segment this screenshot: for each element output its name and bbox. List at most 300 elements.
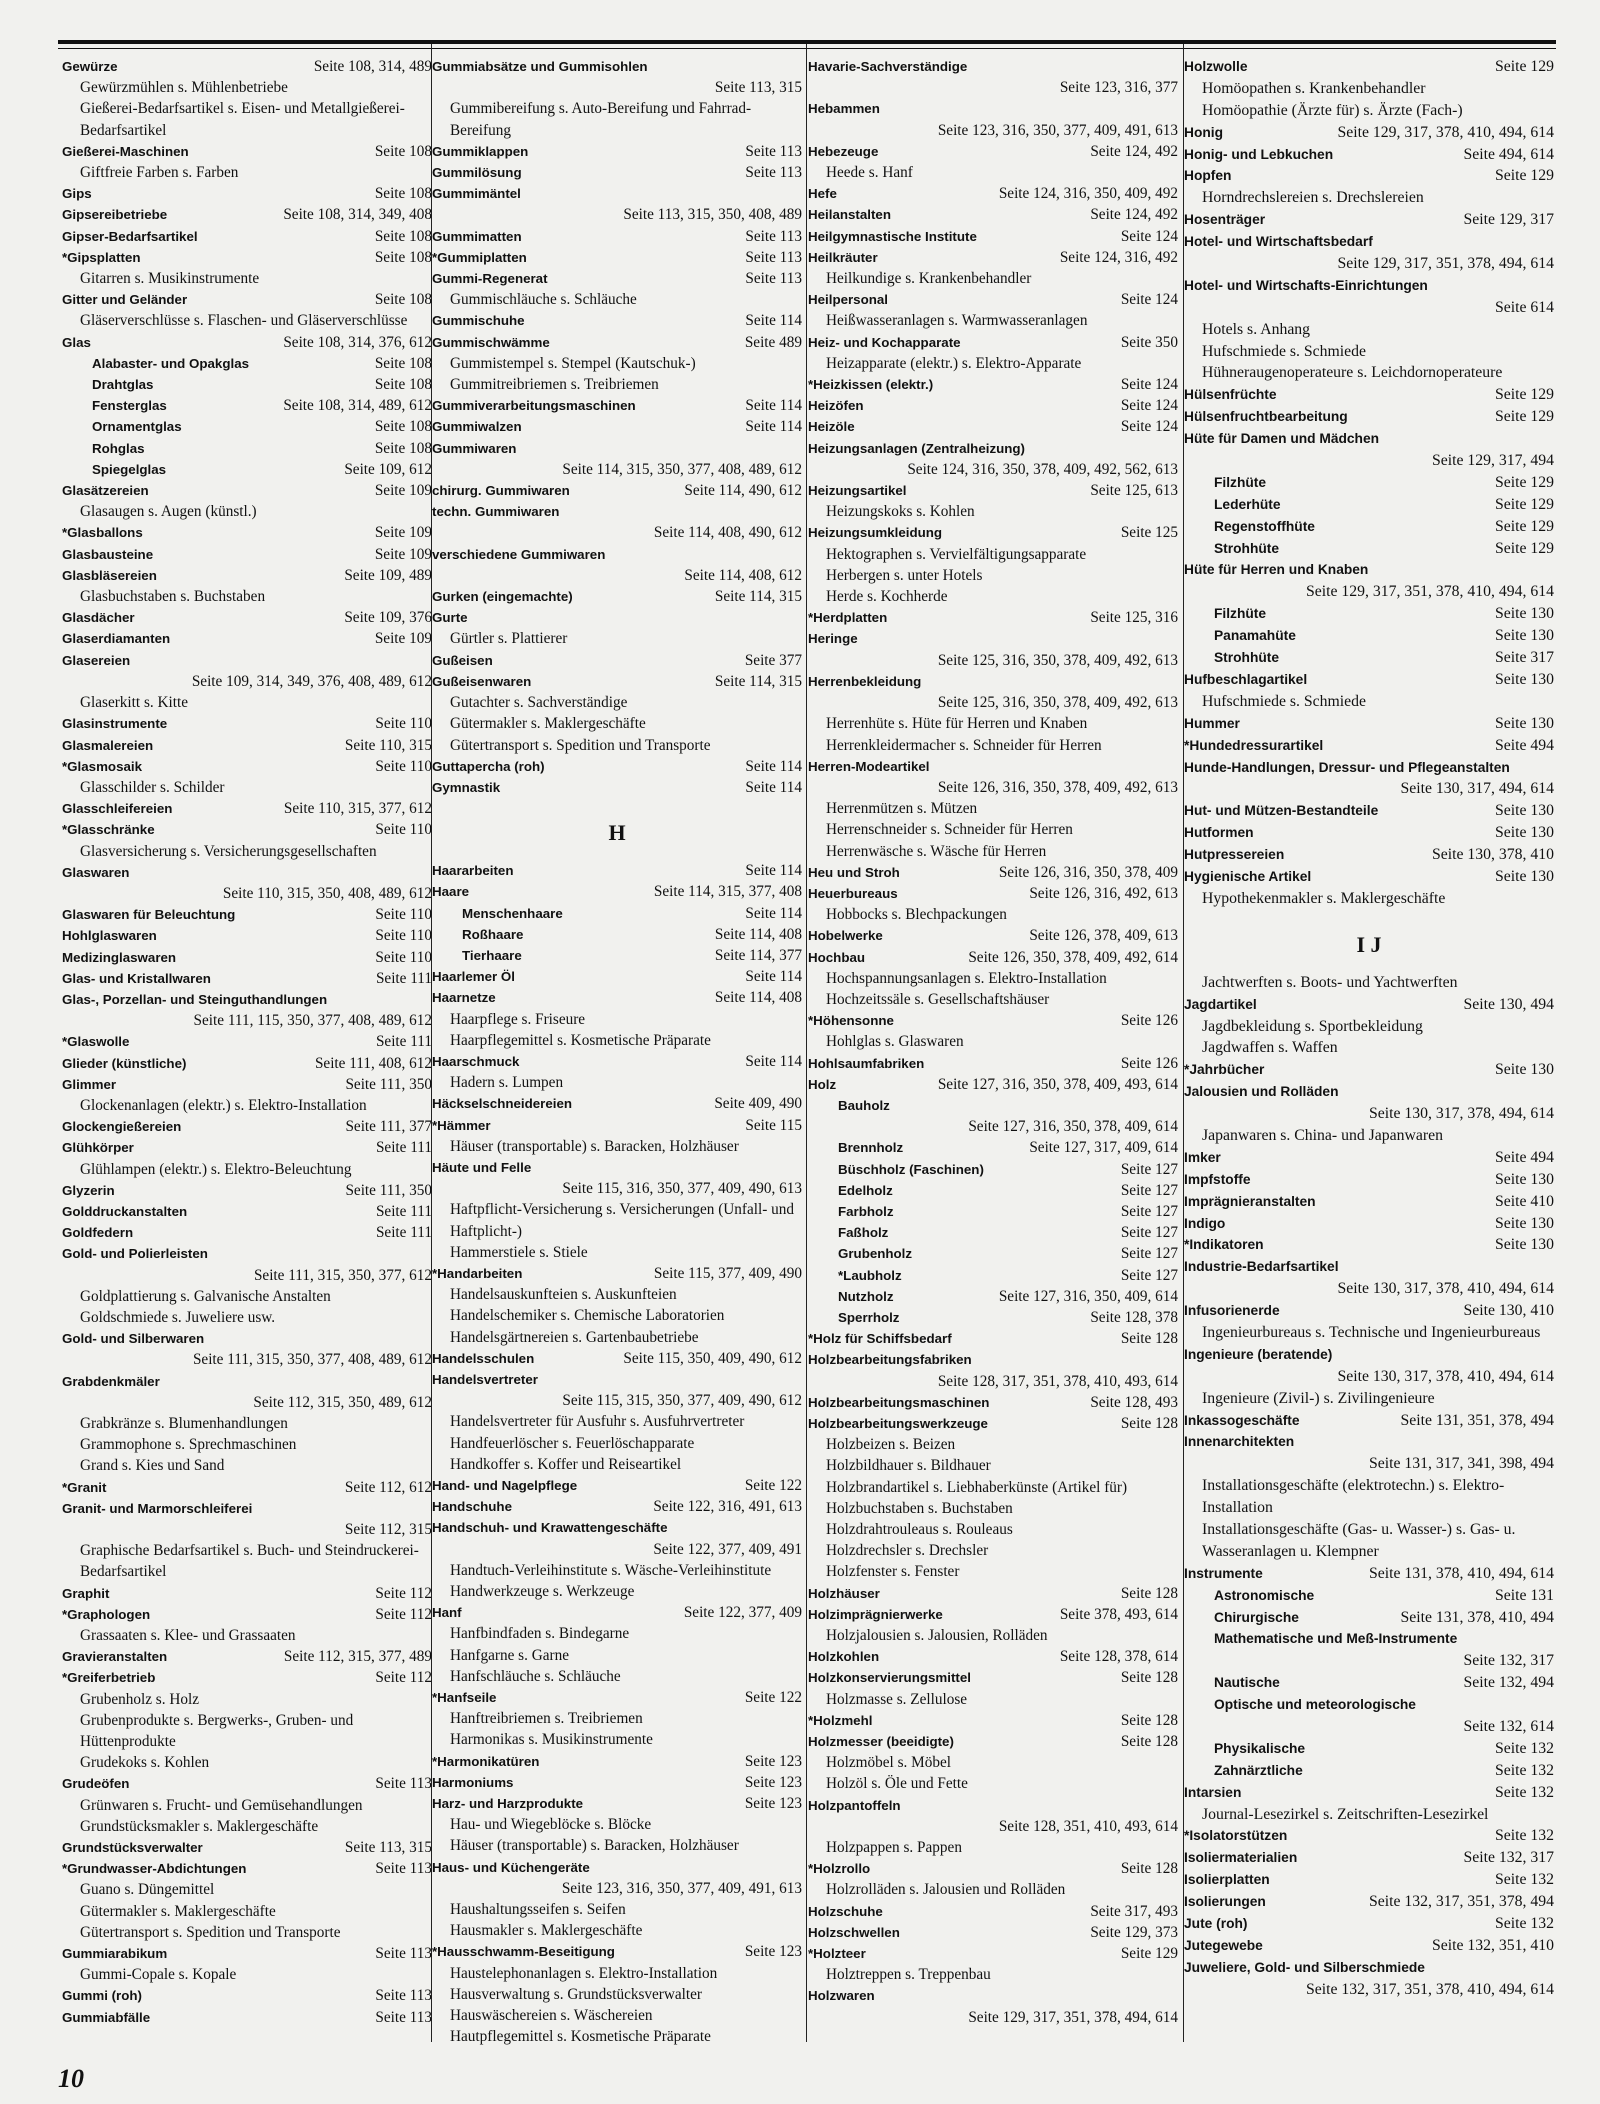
entry-head <box>62 438 432 459</box>
entry-term: Jutegewebe <box>1184 1937 1263 1953</box>
entry-head <box>432 1496 802 1517</box>
entry-head <box>62 904 432 925</box>
entry-pages: Seite 132, 351, 410 <box>1431 1936 1554 1954</box>
index-entry <box>808 1222 1178 1243</box>
entry-term: *Höhensonne <box>808 1013 894 1029</box>
index-entry <box>62 565 432 607</box>
entry-pages: Seite 114 <box>745 778 802 796</box>
index-entry <box>808 1137 1178 1158</box>
index-entry <box>1184 516 1554 538</box>
entry-pages: Seite 108 <box>374 142 432 160</box>
entry-pages: Seite 111 <box>375 1224 432 1242</box>
entry-term: Mathematische und Meß-Instrumente <box>1214 1631 1458 1647</box>
entry-head <box>808 1265 1178 1286</box>
entry-pages: Seite 377 <box>744 651 802 669</box>
entry-head <box>808 1985 1178 2006</box>
entry-pages: Seite 123 <box>744 1795 802 1813</box>
cross-reference: Holzpappen s. Pappen <box>826 1839 962 1857</box>
entry-head <box>432 416 802 437</box>
entry-head <box>1184 1694 1554 1716</box>
entry-head <box>432 1369 802 1390</box>
entry-pages: Seite 130, 410 <box>1463 1302 1554 1320</box>
entry-pages: Seite 108, 314, 376, 612 <box>283 333 432 351</box>
entry-head <box>808 1095 1178 1116</box>
entry-head <box>432 671 802 692</box>
entry-term: Gold- und Silberwaren <box>62 1331 205 1347</box>
entry-pages: Seite 125 <box>1120 524 1178 542</box>
entry-head <box>432 501 802 522</box>
entry-pages: Seite 494 <box>1494 1148 1554 1166</box>
entry-head <box>1184 757 1554 779</box>
entry-term: Heringe <box>808 631 858 647</box>
index-entry <box>1184 165 1554 209</box>
entry-term: Gurken (eingemachte) <box>432 589 573 605</box>
entry-pages: Seite 114, 408 <box>714 925 802 943</box>
entry-head <box>808 480 1178 501</box>
cross-reference: Hausverwaltung s. Grundstücksverwalter <box>450 1985 702 2003</box>
entry-pages: Seite 126 <box>1120 1012 1178 1030</box>
entry-term: Filzhüte <box>1214 474 1266 490</box>
entry-pages: Seite 124 <box>1120 227 1178 245</box>
entry-term: Gravieranstalten <box>62 1649 168 1665</box>
entry-term: Guttapercha (roh) <box>432 758 545 774</box>
entry-pages: Seite 128 <box>1120 1733 1178 1751</box>
cross-reference: Holzbuchstaben s. Buchstaben <box>826 1499 1013 1517</box>
entry-term: Hut- und Mützen-Bestandteile <box>1184 803 1379 819</box>
entry-head <box>808 56 1178 77</box>
cross-reference: Gütermakler s. Maklergeschäfte <box>80 1902 276 1920</box>
entry-term: Heizungsanlagen (Zentralheizung) <box>808 440 1025 456</box>
entry-head <box>808 1943 1178 1964</box>
entry-pages-continued: Seite 130, 317, 378, 410, 494, 614 <box>1337 1280 1554 1298</box>
index-entry <box>808 1667 1178 1709</box>
entry-pages: Seite 124, 316, 492 <box>1059 248 1178 266</box>
index-entry <box>62 459 432 480</box>
entry-term: Grabdenkmäler <box>62 1373 160 1389</box>
entry-head <box>62 1371 432 1392</box>
entry-pages: Seite 130 <box>1494 824 1554 842</box>
entry-term: *Greiferbetrieb <box>62 1670 156 1686</box>
entry-pages: Seite 127 <box>1120 1202 1178 1220</box>
entry-head <box>1184 165 1554 187</box>
entry-head <box>808 183 1178 204</box>
entry-term: Haarlemer Öl <box>432 969 515 985</box>
entry-pages: Seite 129, 373 <box>1090 1923 1178 1941</box>
entry-head <box>62 544 432 565</box>
index-entry <box>62 904 432 925</box>
entry-term: *Jahrbücher <box>1184 1062 1265 1078</box>
entry-pages-continued: Seite 130, 317, 378, 410, 494, 614 <box>1337 1367 1554 1385</box>
entry-head <box>432 56 802 77</box>
entry-pages: Seite 112, 612 <box>344 1478 432 1496</box>
cross-reference: Hufschmiede s. Schmiede <box>1202 342 1367 360</box>
index-entry <box>1184 647 1554 669</box>
cross-reference: Handelsgärtnereien s. Gartenbaubetriebe <box>450 1328 699 1346</box>
entry-term: Handschuhe <box>432 1499 512 1515</box>
entry-pages: Seite 114, 315 <box>714 588 802 606</box>
entry-term: Häute und Felle <box>432 1159 532 1175</box>
cross-reference: Grammophone s. Sprechmaschinen <box>80 1436 297 1454</box>
entry-term: Hand- und Nagelpflege <box>432 1478 578 1493</box>
index-entry <box>1184 713 1554 735</box>
entry-head <box>62 1943 432 1964</box>
entry-term: Nutzholz <box>838 1288 894 1304</box>
entry-head <box>62 1646 432 1667</box>
cross-reference: Gütertransport s. Spedition und Transporte <box>80 1923 341 1941</box>
entry-head <box>62 353 432 374</box>
entry-term: Harmoniums <box>432 1774 514 1790</box>
cross-reference: Holzbrandartikel s. Liebhaberkünste (Artikel für) <box>826 1478 1128 1496</box>
cross-reference: Hanftreibriemen s. Treibriemen <box>450 1710 643 1728</box>
cross-reference: Hypothekenmakler s. Maklergeschäfte <box>1202 889 1446 907</box>
entry-term: Heilanstalten <box>808 207 891 223</box>
entry-head <box>62 1773 432 1794</box>
entry-pages: Seite 128, 378, 614 <box>1059 1648 1178 1666</box>
entry-term: Handelsschulen <box>432 1350 535 1366</box>
index-entry <box>808 438 1178 480</box>
entry-term: Gewürze <box>62 59 118 74</box>
entry-term: Gurte <box>432 610 468 626</box>
index-entry <box>62 332 432 353</box>
entry-pages: Seite 494, 614 <box>1463 145 1554 163</box>
index-entry <box>62 1477 432 1498</box>
entry-head <box>62 713 432 734</box>
entry-pages: Seite 127, 317, 409, 614 <box>1029 1139 1178 1157</box>
entry-term: Juweliere, Gold- und Silberschmiede <box>1184 1959 1425 1975</box>
entry-head <box>62 1604 432 1625</box>
index-entry <box>62 1116 432 1137</box>
cross-reference: Hanfschläuche s. Schläuche <box>450 1667 621 1685</box>
entry-head <box>808 1349 1178 1370</box>
entry-head <box>1184 1344 1554 1366</box>
entry-pages: Seite 131, 378, 410, 494, 614 <box>1368 1564 1554 1582</box>
entry-pages: Seite 128, 378 <box>1090 1308 1178 1326</box>
entry-pages: Seite 129 <box>1494 408 1554 426</box>
index-entry <box>1184 406 1554 428</box>
entry-term: Ornamentglas <box>92 419 182 435</box>
cross-reference: Glühlampen (elektr.) s. Elektro-Beleuchtung <box>80 1160 352 1178</box>
index-entry <box>62 1943 432 1985</box>
entry-pages: Seite 112, 315, 377, 489 <box>283 1648 432 1666</box>
entry-term: Handschuh- und Krawattengeschäfte <box>432 1520 668 1536</box>
entry-term: Holzwaren <box>808 1988 875 2004</box>
entry-head <box>1184 625 1554 647</box>
entry-term: techn. Gummiwaren <box>432 504 560 520</box>
entry-pages-continued: Seite 128, 317, 351, 378, 410, 493, 614 <box>937 1372 1178 1390</box>
index-entry <box>808 1943 1178 1985</box>
entry-head <box>1184 1869 1554 1891</box>
entry-term: Edelholz <box>838 1182 893 1198</box>
entry-head <box>1184 1760 1554 1782</box>
cross-reference: Heede s. Hanf <box>826 164 913 182</box>
index-entry <box>1184 428 1554 472</box>
entry-term: Instrumente <box>1184 1565 1263 1581</box>
cross-reference: Hammerstiele s. Stiele <box>450 1243 588 1261</box>
entry-term: Glas-, Porzellan- und Steinguthandlungen <box>62 991 328 1007</box>
index-entry <box>62 1646 432 1667</box>
index-entry <box>432 945 802 966</box>
entry-pages: Seite 111 <box>375 969 432 987</box>
entry-pages-continued: Seite 132, 317, 351, 378, 410, 494, 614 <box>1305 1980 1554 1998</box>
entry-term: Glaswaren für Beleuchtung <box>62 907 236 923</box>
entry-term: Hefe <box>808 186 837 202</box>
cross-reference: Holzbildhauer s. Bildhauer <box>826 1457 991 1475</box>
entry-term: Brennholz <box>838 1140 904 1156</box>
entry-head <box>808 1307 1178 1328</box>
cross-reference: Installationsgeschäfte (elektrotechn.) s. Elektro-Installation <box>1202 1477 1505 1517</box>
cross-reference: Giftfreie Farben s. Farben <box>80 164 239 182</box>
entry-term: Gummiabsätze und Gummisohlen <box>432 59 648 74</box>
entry-head <box>808 925 1178 946</box>
cross-reference: Herrenhüte s. Hüte für Herren und Knaben <box>826 715 1088 733</box>
index-entry <box>1184 972 1554 994</box>
entry-pages: Seite 113 <box>745 164 802 182</box>
entry-pages-continued: Seite 129, 317, 351, 378, 410, 494, 614 <box>1305 583 1554 601</box>
cross-reference: Hanfgarne s. Garne <box>450 1646 569 1664</box>
entry-head <box>62 1053 432 1074</box>
entry-term: Gipsereibetriebe <box>62 207 168 223</box>
index-entry <box>62 1243 432 1328</box>
index-entry <box>432 1793 802 1857</box>
index-entry <box>62 968 432 989</box>
entry-pages: Seite 125, 316 <box>1090 609 1178 627</box>
entry-head <box>62 522 432 543</box>
index-entry <box>1184 209 1554 231</box>
entry-term: Strohhüte <box>1214 540 1279 556</box>
entry-term: Glasereien <box>62 652 131 668</box>
entry-term: Hygienische Artikel <box>1184 868 1312 884</box>
index-entry <box>808 1901 1178 1922</box>
index-entry <box>1184 1672 1554 1694</box>
entry-head <box>808 416 1178 437</box>
entry-head <box>1184 472 1554 494</box>
cross-reference: Herrenkleidermacher s. Schneider für Herren <box>826 736 1102 754</box>
index-entry <box>1184 1169 1554 1191</box>
index-entry <box>808 416 1178 437</box>
entry-term: Hülsenfrüchte <box>1184 387 1277 403</box>
entry-pages: Seite 108 <box>374 291 432 309</box>
entry-pages: Seite 124, 492 <box>1090 206 1178 224</box>
entry-head <box>808 395 1178 416</box>
entry-term: Astronomische <box>1214 1587 1315 1603</box>
entry-head <box>808 1392 1178 1413</box>
entry-term: Glieder (künstliche) <box>62 1055 187 1071</box>
entry-term: *Holz für Schiffsbedarf <box>808 1331 952 1347</box>
entry-term: Honig <box>1184 124 1223 140</box>
cross-reference: Grabkränze s. Blumenhandlungen <box>80 1415 288 1432</box>
entry-term: Hopfen <box>1184 168 1232 184</box>
index-entry <box>432 501 802 543</box>
entry-head <box>1184 122 1554 144</box>
entry-term: Haarschmuck <box>432 1053 520 1069</box>
index-entry <box>432 183 802 225</box>
entry-pages: Seite 129, 317, 378, 410, 494, 614 <box>1337 123 1554 141</box>
index-entry <box>1184 1782 1554 1826</box>
entry-pages: Seite 114, 315, 377, 408 <box>653 883 802 901</box>
entry-term: Glasbausteine <box>62 546 154 562</box>
entry-head <box>808 862 1178 883</box>
entry-pages: Seite 108 <box>374 354 432 372</box>
entry-term: Holzhäuser <box>808 1585 880 1601</box>
cross-reference: Ingenieure (Zivil-) s. Zivilingenieure <box>1202 1389 1435 1407</box>
entry-head <box>432 881 802 902</box>
index-entry <box>432 671 802 756</box>
index-entry <box>808 1710 1178 1731</box>
entry-head <box>62 416 432 437</box>
entry-term: Faßholz <box>838 1225 889 1241</box>
index-entry <box>432 607 802 649</box>
index-entry <box>62 247 432 289</box>
entry-pages-continued: Seite 122, 377, 409, 491 <box>653 1540 802 1558</box>
entry-head <box>432 162 802 183</box>
entry-pages: Seite 115, 350, 409, 490, 612 <box>623 1349 802 1367</box>
entry-term: Ingenieure (beratende) <box>1184 1346 1333 1362</box>
entry-head <box>1184 384 1554 406</box>
entry-term: Farbholz <box>838 1203 894 1219</box>
index-entry <box>62 1773 432 1837</box>
index-entry <box>62 289 432 331</box>
entry-head <box>432 903 802 924</box>
entry-head <box>1184 1169 1554 1191</box>
index-entry <box>62 480 432 522</box>
index-entry <box>1184 384 1554 406</box>
entry-head <box>432 1051 802 1072</box>
index-entry <box>62 56 432 141</box>
entry-head <box>808 289 1178 310</box>
entry-pages: Seite 111 <box>375 1139 432 1157</box>
entry-pages-continued: Seite 123, 316, 350, 377, 409, 491, 613 <box>561 1879 802 1897</box>
entry-pages: Seite 113 <box>745 248 802 266</box>
index-entry <box>808 1922 1178 1943</box>
index-entry <box>62 141 432 183</box>
entry-head <box>808 1646 1178 1667</box>
cross-reference: Handwerkzeuge s. Werkzeuge <box>450 1583 635 1601</box>
index-entry <box>1184 1585 1554 1607</box>
index-entry <box>808 862 1178 883</box>
entry-head <box>432 777 802 798</box>
index-entry <box>808 883 1178 925</box>
entry-head <box>1184 1847 1554 1869</box>
entry-term: Holzwolle <box>1184 59 1248 74</box>
entry-head <box>62 607 432 628</box>
entry-term: Gußeisen <box>432 652 493 668</box>
index-entry <box>432 226 802 247</box>
entry-pages: Seite 114 <box>745 968 802 986</box>
entry-term: *Glasmosaik <box>62 758 143 774</box>
entry-head <box>62 332 432 353</box>
entry-term: Intarsien <box>1184 1784 1242 1800</box>
entry-term: Glasdächer <box>62 610 135 626</box>
index-entry <box>1184 1935 1554 1957</box>
entry-term: Holzbearbeitungsfabriken <box>808 1352 972 1368</box>
entry-term: Filzhüte <box>1214 606 1266 622</box>
entry-pages: Seite 126, 316, 492, 613 <box>1029 884 1178 902</box>
entry-pages: Seite 130 <box>1494 867 1554 885</box>
entry-term: Hüte für Herren und Knaben <box>1184 562 1369 578</box>
entry-term: Haare <box>432 884 470 900</box>
entry-pages: Seite 114 <box>745 312 802 330</box>
index-entry <box>808 204 1178 225</box>
entry-pages: Seite 126 <box>1120 1054 1178 1072</box>
index-entry <box>808 756 1178 862</box>
entry-term: Heu und Stroh <box>808 864 900 880</box>
entry-head <box>432 650 802 671</box>
entry-term: Impfstoffe <box>1184 1171 1251 1187</box>
entry-head <box>1184 603 1554 625</box>
entry-term: Gummimäntel <box>432 186 521 202</box>
index-entry <box>1184 1234 1554 1256</box>
entry-pages-continued: Seite 614 <box>1494 298 1554 316</box>
entry-pages-continued: Seite 124, 316, 350, 378, 409, 492, 562, 613 <box>907 460 1178 478</box>
entry-head <box>808 1795 1178 1816</box>
index-entry <box>808 925 1178 946</box>
index-entry <box>62 947 432 968</box>
entry-term: Graphit <box>62 1585 110 1601</box>
entry-head <box>1184 56 1554 78</box>
entry-head <box>432 183 802 204</box>
entry-pages: Seite 130 <box>1494 1236 1554 1254</box>
cross-reference: Gießerei-Bedarfsartikel s. Eisen- und Metallgießerei-Bedarfsartikel <box>80 100 405 139</box>
entry-pages: Seite 111, 350 <box>345 1181 432 1199</box>
entry-term: *Indikatoren <box>1184 1237 1264 1253</box>
entry-pages-continued: Seite 129, 317, 351, 378, 494, 614 <box>1337 255 1554 273</box>
entry-term: Isolierungen <box>1184 1894 1266 1910</box>
entry-head <box>1184 275 1554 297</box>
cross-reference: Haushaltungsseifen s. Seifen <box>450 1901 626 1919</box>
entry-term: Holzbearbeitungsmaschinen <box>808 1394 990 1410</box>
entry-term: Roßhaare <box>462 926 524 942</box>
entry-head <box>432 1751 802 1772</box>
entry-term: Nautische <box>1214 1675 1280 1691</box>
entry-term: *Harmonikatüren <box>432 1753 540 1769</box>
entry-term: Glaserdiamanten <box>62 631 171 647</box>
index-entry <box>62 183 432 204</box>
entry-head <box>62 798 432 819</box>
entry-head <box>432 544 802 565</box>
index-entry <box>62 204 432 225</box>
entry-term: Glasbläsereien <box>62 567 157 583</box>
entry-head <box>1184 1957 1554 1979</box>
entry-term: Gummimatten <box>432 228 522 244</box>
entry-head <box>432 226 802 247</box>
entry-term: *Laubholz <box>838 1267 902 1283</box>
cross-reference: Hauswäschereien s. Wäschereien <box>450 2007 653 2025</box>
entry-term: Hosenträger <box>1184 212 1266 228</box>
cross-reference: Jagdwaffen s. Waffen <box>1202 1039 1338 1057</box>
entry-head <box>62 925 432 946</box>
index-entry <box>432 162 802 183</box>
cross-reference: Grundstücksmakler s. Maklergeschäfte <box>80 1817 319 1835</box>
entry-head <box>1184 428 1554 450</box>
entry-head <box>62 247 432 268</box>
entry-head <box>1184 669 1554 691</box>
entry-head <box>432 945 802 966</box>
entry-term: Gitter und Geländer <box>62 292 188 308</box>
cross-reference: Gummistempel s. Stempel (Kautschuk-) <box>450 354 696 372</box>
index-entry <box>808 183 1178 204</box>
index-entry <box>1184 56 1554 122</box>
entry-head <box>1184 713 1554 735</box>
entry-pages: Seite 129 <box>1494 473 1554 491</box>
index-entry <box>808 1985 1178 2027</box>
entry-term: *Glasschränke <box>62 822 155 838</box>
index-entry <box>62 1031 432 1052</box>
index-entry <box>808 671 1178 756</box>
entry-head <box>432 1857 802 1878</box>
entry-term: Menschenhaare <box>462 905 563 921</box>
index-entry <box>62 628 432 649</box>
entry-term: Jalousien und Rolläden <box>1184 1084 1339 1100</box>
